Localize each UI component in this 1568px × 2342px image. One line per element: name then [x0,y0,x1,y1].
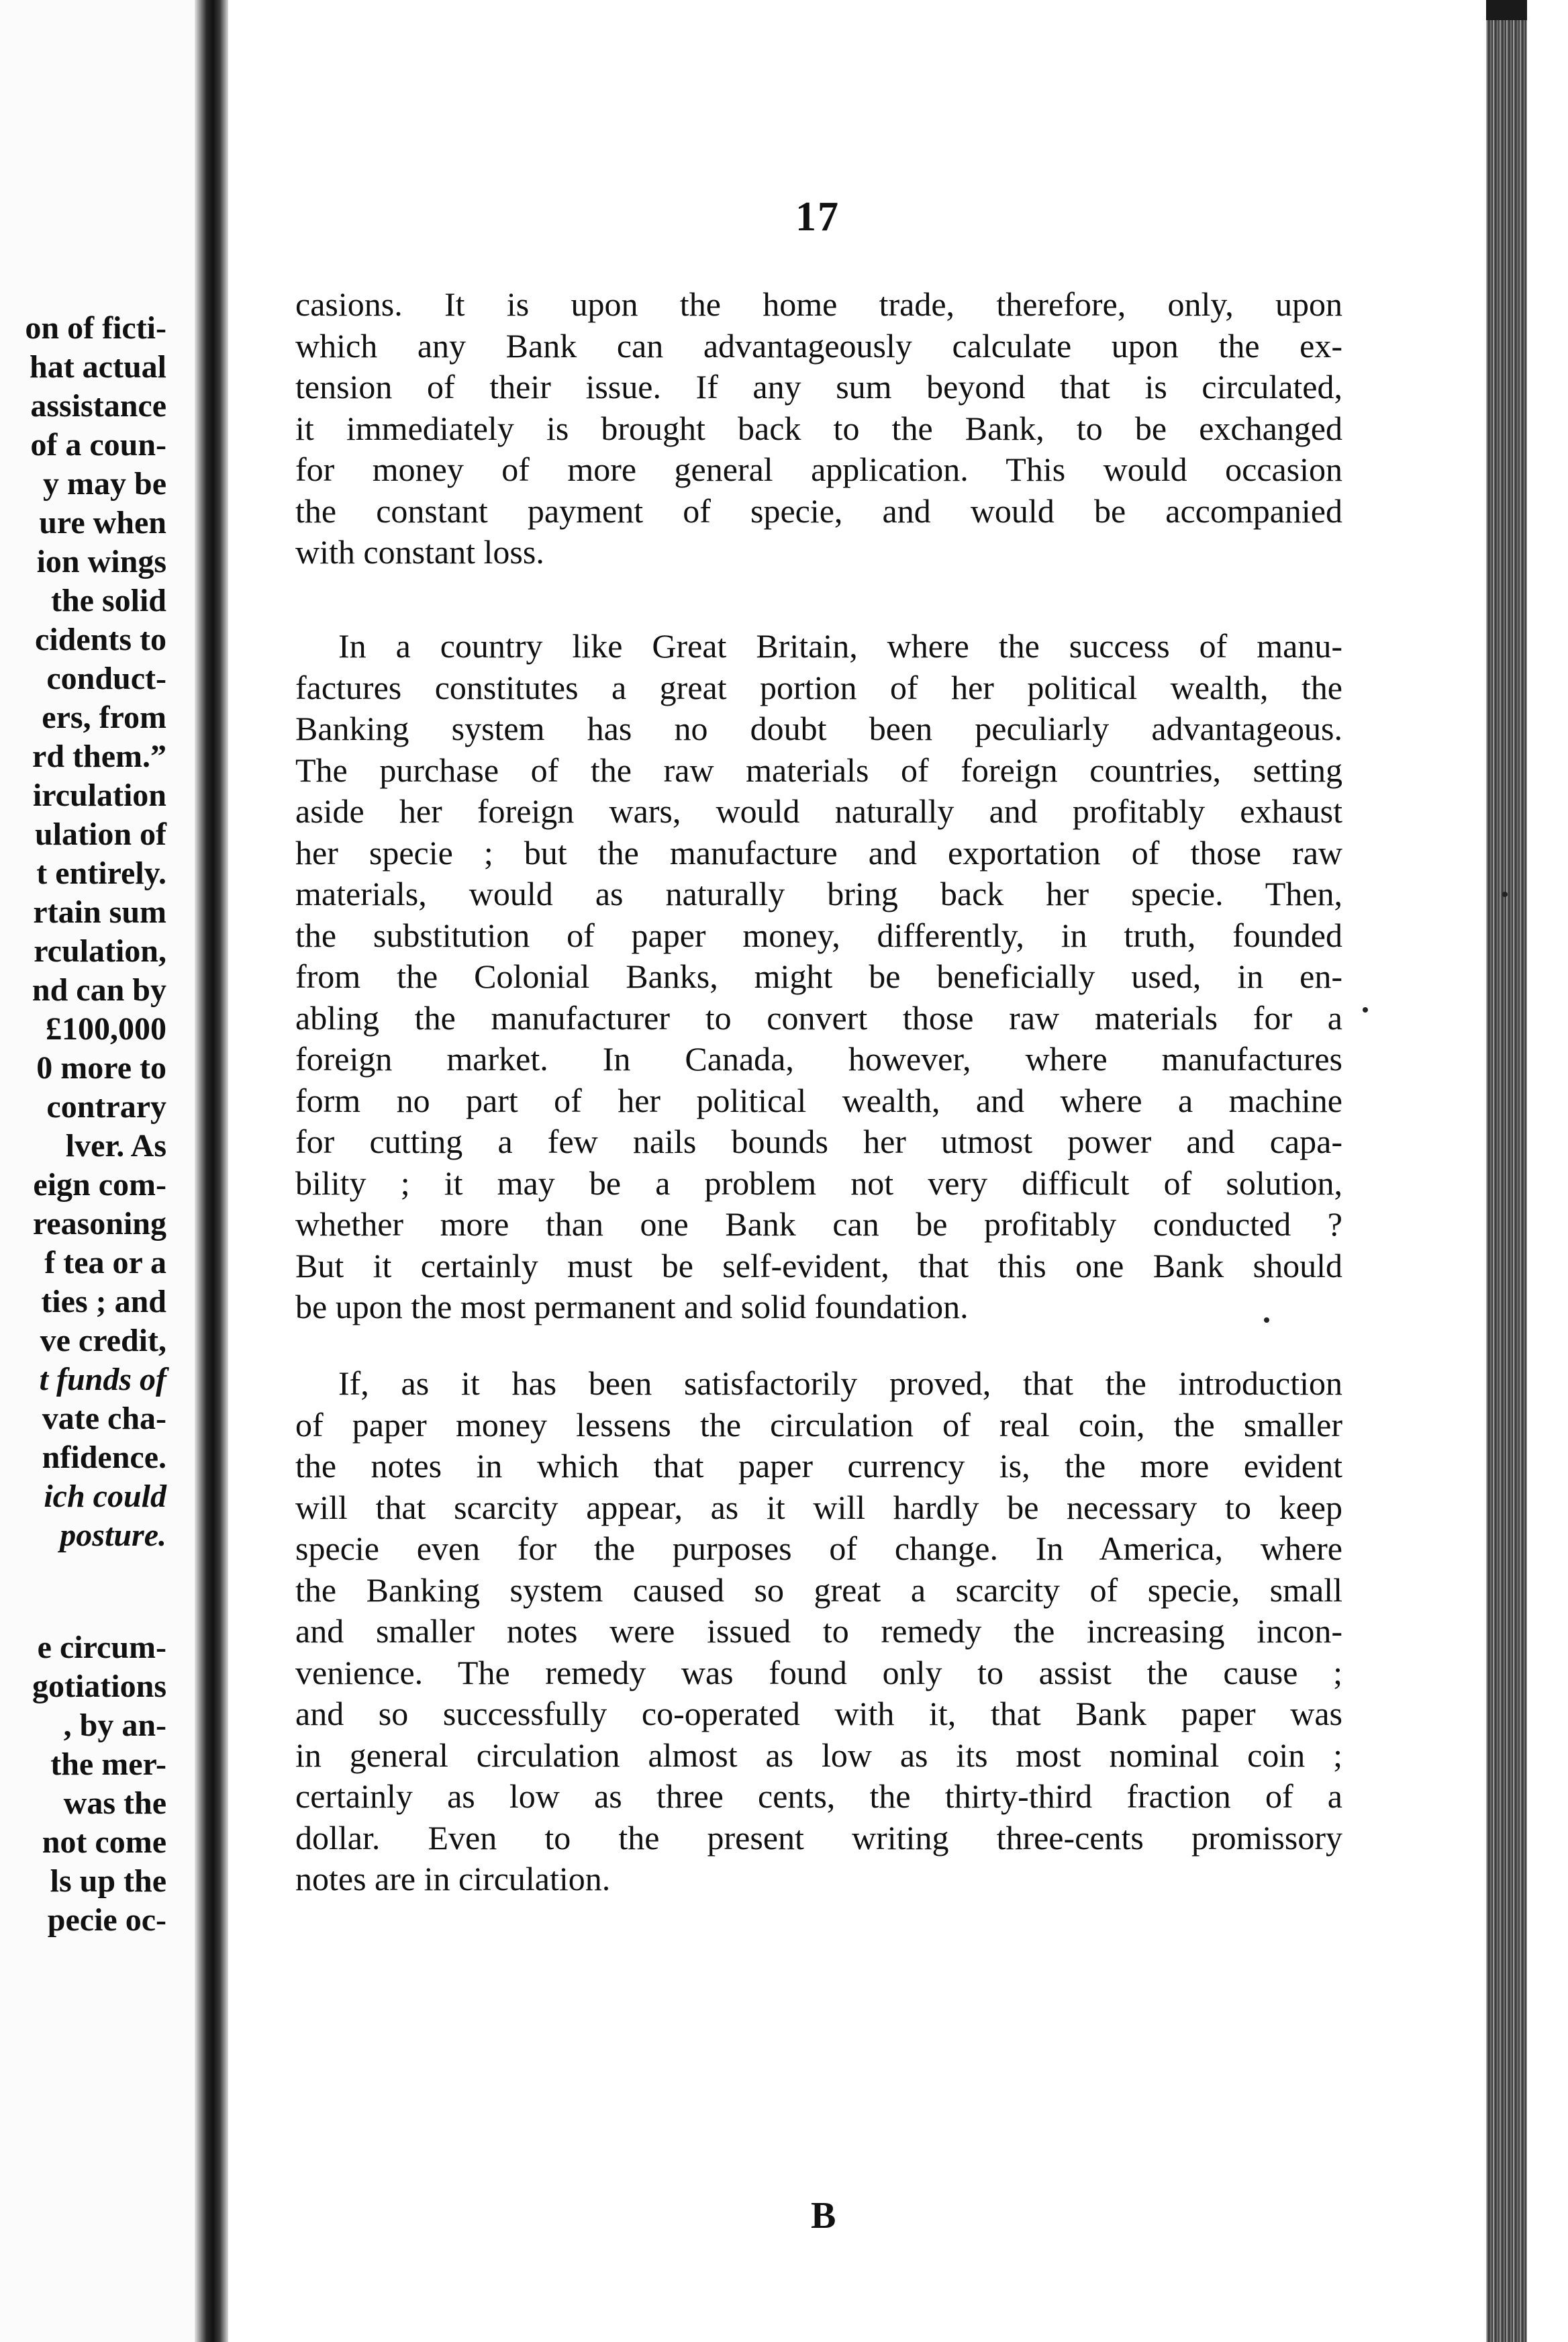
page-edge-stack [1486,0,1527,2342]
text-line: it immediately is brought back to the Bank, to be exchanged [295,409,1342,447]
paragraph-3 [295,1363,1342,1900]
left-page-line: ure when [39,505,166,541]
text-line: the notes in which that paper currency is, the more evident [295,1447,1342,1485]
left-page-line: posture. [60,1517,166,1553]
left-page-line: vate cha- [42,1401,166,1436]
left-page-line: the mer- [50,1746,166,1782]
ink-speck [1264,1317,1269,1323]
left-page-line: pecie oc- [47,1902,166,1938]
text-line: her specie ; but the manufacture and exportation of those raw [295,833,1342,872]
text-line: venience. The remedy was found only to assist the cause ; [295,1653,1342,1691]
left-page-line: lver. As [65,1128,166,1164]
left-page-line: hat actual [30,349,166,385]
left-page-line: not come [42,1824,166,1860]
text-line: with constant loss. [295,533,544,571]
text-line: The purchase of the raw materials of foreign countries, setting [295,751,1342,789]
left-page-line: on of ficti- [25,310,166,346]
text-line: aside her foreign wars, would naturally and profitably exhaust [295,792,1342,830]
text-line: for money of more general application. This would occasion [295,451,1342,488]
signature-mark: B [811,2195,836,2237]
left-page-line: eign com- [33,1167,166,1203]
text-line: and so successfully co-operated with it, that Bank paper was [295,1695,1342,1732]
text-line: abling the manufacturer to convert those raw materials for a [295,998,1342,1037]
left-page-line: ve credit, [40,1323,166,1358]
left-page-line: 0 more to [36,1050,166,1086]
text-line: casions. It is upon the home trade, therefore, only, upon [295,285,1342,323]
text-line: the substitution of paper money, differently, in truth, founded [295,916,1342,954]
text-line: materials, would as naturally bring back her specie. Then, [295,875,1342,912]
text-line: If, as it has been satisfactorily proved, that the introduction [338,1364,1342,1402]
left-page-line: ls up the [50,1863,166,1899]
left-page-line: was the [63,1785,166,1821]
text-line: notes are in circulation. [295,1860,611,1898]
left-page-line: rculation, [34,933,166,969]
left-page-line: ich could [44,1479,166,1514]
left-page-line: the solid [50,583,166,618]
left-page-line: ers, from [42,700,166,735]
text-line: dollar. Even to the present writing three-cents promissory [295,1818,1342,1857]
left-page-line: irculation [32,778,166,813]
paragraph-2 [295,626,1342,1328]
left-page-line: ties ; and [41,1284,166,1319]
left-page-fragment [0,0,195,2342]
left-page-line: f tea or a [44,1245,166,1280]
left-page-line: reasoning [32,1206,166,1242]
left-page-line: of a coun- [30,427,166,463]
left-page-line: t funds of [39,1362,166,1397]
text-line: and smaller notes were issued to remedy the increasing incon- [295,1612,1342,1650]
text-line: the Banking system caused so great a scarcity of specie, small [295,1571,1342,1609]
text-line: tension of their issue. If any sum beyond that is circulated, [295,368,1342,406]
text-line: certainly as low as three cents, the thirty-third fraction of a [295,1777,1342,1815]
left-page-line: ion wings [36,544,166,579]
text-line: But it certainly must be self-evident, that this one Bank should [295,1246,1342,1284]
ink-speck [1502,892,1508,897]
page-edge-cap [1486,0,1527,20]
text-line: the constant payment of specie, and would be accompanied [295,491,1342,530]
text-line: for cutting a few nails bounds her utmost power and capa- [295,1123,1342,1160]
left-page-line: £100,000 [46,1011,166,1047]
text-line: be upon the most permanent and solid foundation. [295,1288,969,1325]
left-page-line: nd can by [32,972,166,1008]
left-page-line: ulation of [34,816,166,852]
text-line: whether more than one Bank can be profitably conducted ? [295,1205,1342,1243]
left-page-line: rtain sum [33,894,166,930]
left-page-line: assistance [30,388,166,424]
left-page-line: y may be [43,466,166,502]
book-gutter [195,0,228,2342]
text-line: which any Bank can advantageously calculate upon the ex- [295,326,1342,365]
text-line: from the Colonial Banks, might be beneficially used, in en- [295,957,1342,995]
text-line: factures constitutes a great portion of her political wealth, the [295,668,1342,706]
text-line: form no part of her political wealth, and where a machine [295,1081,1342,1119]
left-page-line: nfidence. [42,1440,166,1475]
text-line: of paper money lessens the circulation of real coin, the smaller [295,1405,1342,1444]
text-line: in general circulation almost as low as its most nominal coin ; [295,1736,1342,1774]
ink-speck [1363,1007,1368,1013]
paragraph-1 [295,284,1342,573]
left-page-line: cidents to [35,622,166,657]
left-page-line: conduct- [46,661,166,696]
page-number: 17 [795,194,840,240]
text-line: In a country like Great Britain, where the success of manu- [338,627,1342,665]
text-line: will that scarcity appear, as it will hardly be necessary to keep [295,1488,1342,1526]
left-page-line: contrary [46,1089,166,1125]
text-line: Banking system has no doubt been peculiarly advantageous. [295,710,1342,747]
text-line: specie even for the purposes of change. In America, where [295,1530,1342,1567]
left-page-line: t entirely. [36,855,166,891]
left-page-line: , by an- [63,1707,166,1743]
left-page-line: rd them.” [32,739,166,774]
left-page-line: e circum- [37,1630,166,1665]
left-page-line: gotiations [32,1669,166,1704]
text-line: foreign market. In Canada, however, where manufactures [295,1040,1342,1078]
text-line: bility ; it may be a problem not very difficult of solution, [295,1164,1342,1202]
